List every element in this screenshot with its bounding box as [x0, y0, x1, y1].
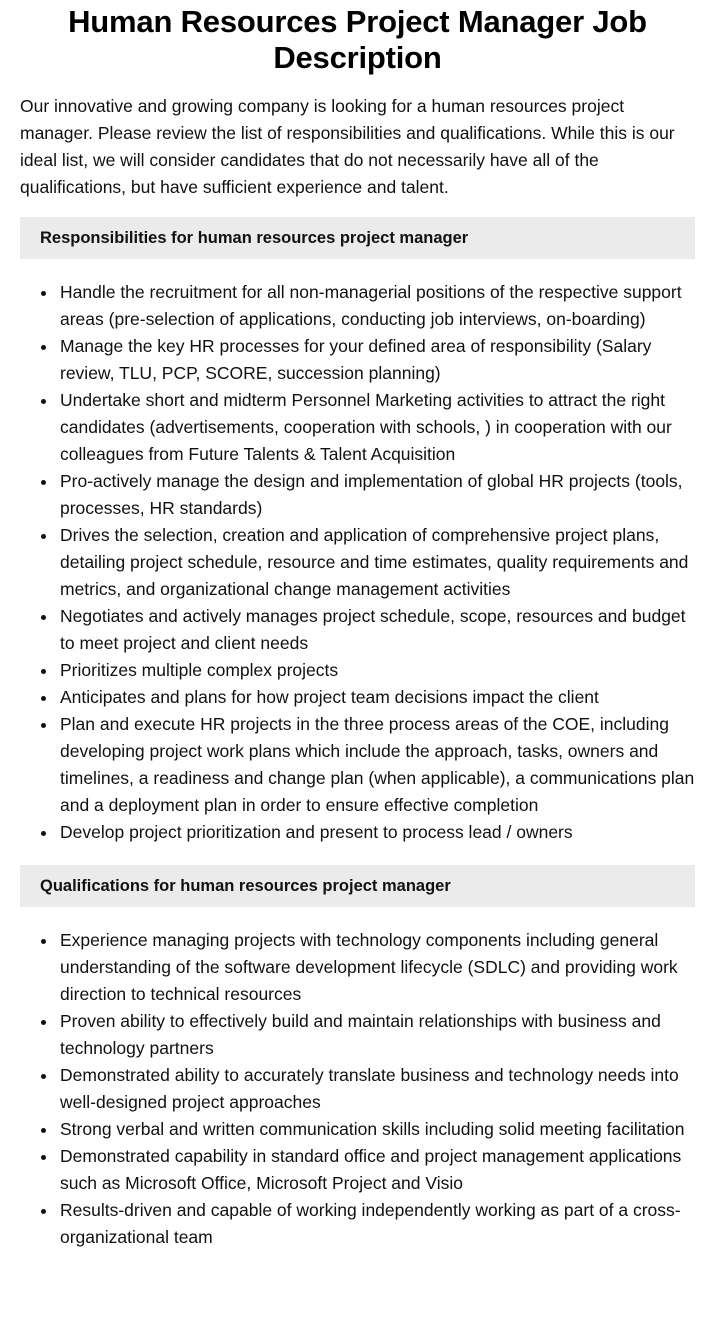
list-item: [20, 603, 695, 657]
list-item: [20, 1116, 695, 1143]
bullet-icon: [41, 480, 46, 485]
list-item-text: Demonstrated capability in standard office and project management applications such as Microsoft Office, Microsoft Project and Visio: [60, 1146, 682, 1193]
bullet-icon: [41, 615, 46, 620]
bullet-icon: [41, 696, 46, 701]
list-item-text: Plan and execute HR projects in the three process areas of the COE, including developing project work plans which include the approach, tasks, owners and timelines, a readiness and change plan (when applicable), a communications plan and a deployment plan in order to ensure effective completion: [60, 714, 695, 815]
intro-paragraph: Our innovative and growing company is looking for a human resources project manager. Please review the list of responsibilities and qualifications. While this is our ideal list, we will consider candidates that do not necessarily have all of the qualifications, but have sufficient experience and talent.: [20, 96, 675, 197]
qualifications-list: [20, 927, 695, 1251]
list-item-text: Anticipates and plans for how project team decisions impact the client: [60, 687, 599, 707]
list-item-text: Pro-actively manage the design and implementation of global HR projects (tools, processes, HR standards): [60, 471, 683, 518]
list-item-text: Proven ability to effectively build and maintain relationships with business and technology partners: [60, 1011, 661, 1058]
list-item: [20, 387, 695, 468]
bullet-icon: [41, 831, 46, 836]
bullet-icon: [41, 1128, 46, 1133]
responsibilities-list: [20, 279, 695, 846]
list-item-text: Experience managing projects with technology components including general understanding of the software development lifecycle (SDLC) and providing work direction to technical resources: [60, 930, 678, 1004]
list-item-text: Strong verbal and written communication skills including solid meeting facilitation: [60, 1119, 685, 1139]
bullet-icon: [41, 1020, 46, 1025]
bullet-icon: [41, 534, 46, 539]
list-item: [20, 522, 695, 603]
list-item: [20, 927, 695, 1008]
list-item: [20, 333, 695, 387]
list-item-text: Demonstrated ability to accurately translate business and technology needs into well-designed project approaches: [60, 1065, 679, 1112]
bullet-icon: [41, 345, 46, 350]
list-item-text: Negotiates and actively manages project schedule, scope, resources and budget to meet project and client needs: [60, 606, 686, 653]
list-item: [20, 1143, 695, 1197]
qualifications-heading: Qualifications for human resources project manager: [40, 876, 451, 895]
bullet-icon: [41, 939, 46, 944]
list-item-text: Drives the selection, creation and application of comprehensive project plans, detailing project schedule, resource and time estimates, quality requirements and metrics, and organizational change management activities: [60, 525, 689, 599]
list-item-text: Undertake short and midterm Personnel Marketing activities to attract the right candidates (advertisements, cooperation with schools, ) in cooperation with our colleagues from Future Talents & Talent Acquisition: [60, 390, 672, 464]
bullet-icon: [41, 1209, 46, 1214]
list-item: [20, 684, 695, 711]
bullet-icon: [41, 1074, 46, 1079]
list-item: [20, 711, 695, 819]
list-item: [20, 279, 695, 333]
list-item: [20, 1008, 695, 1062]
list-item-text: Manage the key HR processes for your defined area of responsibility (Salary review, TLU, PCP, SCORE, succession planning): [60, 336, 652, 383]
list-item-text: Prioritizes multiple complex projects: [60, 660, 339, 680]
list-item: [20, 1197, 695, 1251]
list-item-text: Develop project prioritization and present to process lead / owners: [60, 822, 573, 842]
bullet-icon: [41, 291, 46, 296]
list-item-text: Handle the recruitment for all non-managerial positions of the respective support areas (pre-selection of applications, conducting job interviews, on-boarding): [60, 282, 682, 329]
bullet-icon: [41, 669, 46, 674]
list-item: [20, 657, 695, 684]
page-title: Human Resources Project Manager Job Description: [68, 4, 647, 75]
responsibilities-section-header: [20, 217, 695, 259]
qualifications-section-header: [20, 865, 695, 907]
bullet-icon: [41, 1155, 46, 1160]
list-item: [20, 1062, 695, 1116]
bullet-icon: [41, 399, 46, 404]
list-item: [20, 468, 695, 522]
list-item: [20, 819, 695, 846]
bullet-icon: [41, 723, 46, 728]
list-item-text: Results-driven and capable of working independently working as part of a cross-organizational team: [60, 1200, 681, 1247]
responsibilities-heading: Responsibilities for human resources project manager: [40, 228, 469, 247]
